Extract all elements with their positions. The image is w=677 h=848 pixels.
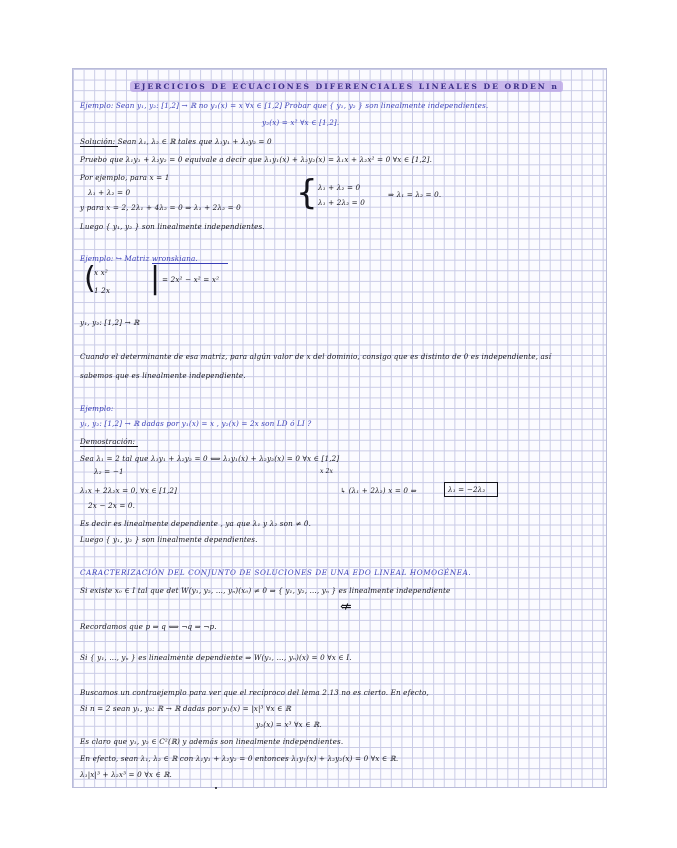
demonstration-underline — [80, 446, 138, 447]
explanation-2: sabemos que es linealmente independiente. — [80, 371, 246, 380]
regularity-statement: Es claro que y₁, y₂ ∈ C²(ℝ) y además son linealmente independientes. — [80, 737, 344, 746]
conclusion-ld: Luego { y₁, y₂ } son linealmente dependientes. — [80, 535, 258, 544]
section-heading: CARACTERIZACIÓN DEL CONJUNTO DE SOLUCIONES DE UNA EDO LINEAL HOMOGÉNEA. — [80, 568, 472, 577]
final-equation: λ₁|x|³ + λ₂x³ = 0 ∀x ∈ ℝ. — [80, 770, 172, 779]
system-eq-1: λ₁ + λ₂ = 0 — [318, 183, 361, 192]
demonstration-line-4: 2x − 2x = 0. — [88, 501, 136, 510]
demonstration-label: Demostración: — [80, 437, 136, 446]
title-highlight: EJERCICIOS DE ECUACIONES DIFERENCIALES LINEALES DE ORDEN n — [130, 81, 563, 92]
ink-dot — [215, 787, 217, 789]
demonstration-line-3: λ₁x + 2λ₂x = 0, ∀x ∈ [1,2] — [80, 486, 178, 495]
boxed-result-text: λ₁ = −2λ₂ — [448, 485, 486, 494]
solution-underline — [80, 146, 118, 147]
dependence-statement: Es decir es linealmente dependiente , ya que λ₁ y λ₂ son ≠ 0. — [80, 519, 312, 528]
contrapositive-note: Recordamos que p ⇒ q ⟺ ¬q ⇒ ¬p. — [80, 622, 217, 631]
example-2-title: Ejemplo: ↪ Matriz wronskiana. — [80, 254, 198, 263]
solution-line-3: Por ejemplo, para x = 1 — [80, 173, 170, 182]
example-1-statement-cont: y₂(x) = x² ∀x ∈ [1,2]. — [262, 118, 340, 127]
wronskian-theorem: Si existe x₀ ∈ I tal que det W(y₁, y₂, …, yₙ)(x₀) ≠ 0 ⇒ { y₁, y₂, …, yₙ } es linealmente independiente — [80, 586, 451, 595]
conclusion-li: Luego { y₁, y₂ } son linealmente independientes. — [80, 222, 265, 231]
example-3-title: Ejemplo: — [80, 404, 114, 413]
det-bar-left: ( — [84, 261, 96, 296]
demonstration-line-2: λ₂ = −1 — [94, 467, 124, 476]
wronskian-underline — [152, 263, 228, 264]
system-result: ⇒ λ₁ = λ₂ = 0. — [388, 190, 442, 199]
solution-line-1: Solución: Sean λ₁, λ₂ ∈ ℝ tales que λ₁y₁ + λ₂y₂ = 0 — [80, 137, 272, 146]
explanation-1: Cuando el determinante de esa matriz, para algún valor de x del dominio, consigo que es distinto de 0 es independiente, así — [80, 352, 552, 361]
page-title — [130, 82, 563, 91]
matrix-row-1: x x² — [94, 268, 108, 277]
factored-equation: ↳ (λ₁ + 2λ₂) x = 0 ⇒ — [340, 486, 417, 495]
system-eq-2: λ₁ + 2λ₂ = 0 — [318, 198, 366, 207]
not-converse-arrow: ⇍ — [340, 599, 352, 615]
equation-x1: λ₁ + λ₂ = 0 — [88, 188, 131, 197]
example-1-statement: Ejemplo: Sean y₁, y₂: [1,2] → ℝ no y₁(x) = x ∀x ∈ [1,2] Probar que { y₁, y₂ } son linealmente independientes. — [80, 101, 489, 110]
linear-combination: En efecto, sean λ₁, λ₂ ∈ ℝ con λ₁y₁ + λ₂y₂ = 0 entonces λ₁y₁(x) + λ₂y₂(x) = 0 ∀x ∈ ℝ. — [80, 754, 399, 763]
det-bar-right: | — [150, 261, 161, 296]
contrapositive-statement: Si { y₁, …, yₙ } es linealmente dependiente ⇒ W(y₁, …, yₙ)(x) = 0 ∀x ∈ I. — [80, 653, 352, 662]
underbrace-labels: x 2x — [320, 468, 334, 475]
system-brace: { — [296, 173, 318, 213]
counterexample-y2: y₂(x) = x³ ∀x ∈ ℝ. — [256, 720, 322, 729]
counterexample-y1: Si n = 2 sean y₁, y₂: ℝ → ℝ dadas por y₁(x) = |x|³ ∀x ∈ ℝ — [80, 704, 292, 713]
equation-x2: y para x = 2, 2λ₁ + 4λ₂ = 0 ⇒ λ₁ + 2λ₂ = 0 — [80, 203, 241, 212]
solution-line-2: Pruebo que λ₁y₁ + λ₂y₂ = 0 equivale a decir que λ₁y₁(x) + λ₂y₂(x) = λ₁x + λ₂x² = 0 ∀x ∈ [1,2]. — [80, 155, 433, 164]
example-3-statement: y₁, y₂: [1,2] → ℝ dadas por y₁(x) = x , y₂(x) = 2x son LD ó LI ? — [80, 419, 312, 428]
determinant-value: = 2x² − x² = x² — [162, 275, 220, 284]
matrix-row-2: 1 2x — [94, 286, 111, 295]
demonstration-line-1: Sea λ₁ = 2 tal que λ₁y₁ + λ₂y₂ = 0 ⟺ λ₁y₁(x) + λ₂y₂(x) = 0 ∀x ∈ [1,2] — [80, 454, 340, 463]
domain-line: y₁, y₂: [1,2] → ℝ — [80, 318, 140, 327]
counterexample-intro: Buscamos un contraejemplo para ver que el recíproco del lema 2.13 no es cierto. En efecto, — [80, 688, 429, 697]
